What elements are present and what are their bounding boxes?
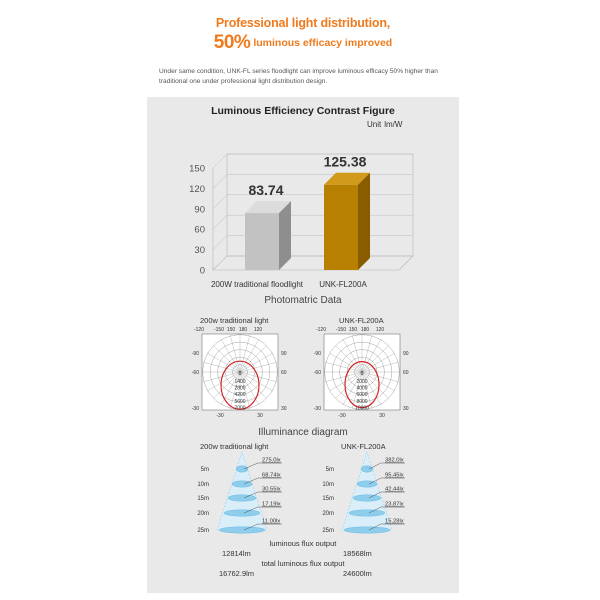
photometric-title: Photomatric Data bbox=[264, 295, 342, 306]
top-tick-label: -120 bbox=[315, 327, 327, 333]
distance-label: 10m bbox=[322, 482, 334, 488]
unit-prefix: Unit bbox=[367, 120, 382, 129]
illuminance-cone-right bbox=[145, 0, 461, 600]
distance-label: 5m bbox=[200, 467, 209, 473]
top-tick-label: 120 bbox=[375, 327, 385, 333]
bottom-tick-label: -30 bbox=[216, 413, 224, 419]
bottom-tick-label: 30 bbox=[379, 413, 385, 419]
illuminance-disc bbox=[357, 481, 377, 487]
center-label: 0 bbox=[360, 371, 364, 377]
photometric-right-label: UNK-FL200A bbox=[339, 316, 384, 325]
lux-value-label: 382.0lx bbox=[385, 457, 404, 464]
distance-label: 20m bbox=[322, 511, 334, 517]
y-tick-label: 120 bbox=[189, 183, 205, 195]
unit-value: lm/W bbox=[384, 120, 403, 129]
headline-line1: Professional light distribution, bbox=[215, 16, 391, 30]
y-tick-label: 0 bbox=[199, 265, 205, 277]
left-tick-label: -90 bbox=[191, 351, 199, 357]
headline-line2-text: luminous efficacy improved bbox=[253, 37, 393, 49]
flux-output-left: 12814lm bbox=[222, 549, 251, 558]
lux-value-label: 42.44lx bbox=[385, 486, 404, 493]
left-tick-label: -30 bbox=[191, 406, 199, 412]
top-tick-label: 120 bbox=[253, 327, 263, 333]
right-tick-label: 60 bbox=[281, 370, 287, 376]
ring-label: 7000 bbox=[234, 405, 246, 412]
intro-text: Under same condition, UNK-FL series floodlight can improve luminous efficacy 50% higher than traditional one under professional light distribution design. bbox=[159, 68, 438, 85]
right-tick-label: 90 bbox=[281, 351, 287, 357]
distance-label: 20m bbox=[197, 511, 209, 517]
lux-value-label: 30.55lx bbox=[262, 486, 281, 493]
ring-label: 1400 bbox=[234, 379, 246, 385]
right-tick-label: 60 bbox=[403, 370, 409, 376]
illuminance-title: Illuminance diagram bbox=[258, 427, 348, 438]
y-tick-label: 90 bbox=[194, 204, 205, 216]
left-tick-label: -90 bbox=[313, 351, 321, 357]
illuminance-right-label: UNK-FL200A bbox=[341, 442, 386, 451]
y-tick-label: 60 bbox=[194, 224, 205, 236]
top-tick-label: -150 bbox=[335, 327, 347, 333]
lux-value-label: 95.45lx bbox=[385, 472, 404, 479]
illuminance-disc bbox=[349, 510, 385, 516]
lux-value-label: 23.87lx bbox=[385, 501, 404, 508]
illuminance-disc bbox=[361, 466, 373, 472]
bar-value-label: 125.38 bbox=[323, 153, 367, 170]
distance-label: 5m bbox=[325, 467, 334, 473]
distance-label: 10m bbox=[197, 482, 209, 488]
ring-label: 4200 bbox=[234, 392, 246, 399]
illuminance-disc bbox=[344, 527, 390, 533]
right-tick-label: 30 bbox=[281, 406, 287, 412]
total-flux-left: 16762.9lm bbox=[219, 569, 255, 578]
bottom-tick-label: 30 bbox=[257, 413, 263, 419]
chart-title: Luminous Efficiency Contrast Figure bbox=[211, 105, 395, 117]
illuminance-disc bbox=[353, 495, 381, 501]
category-label: UNK-FL200A bbox=[319, 280, 367, 289]
ring-label: 10000 bbox=[355, 405, 369, 412]
ring-label: 2000 bbox=[356, 379, 368, 385]
total-flux-right: 24600lm bbox=[343, 569, 372, 578]
bar-value-label: 83.74 bbox=[248, 182, 284, 199]
top-tick-label: -120 bbox=[193, 327, 205, 333]
distance-label: 15m bbox=[197, 496, 209, 502]
distance-label: 25m bbox=[197, 528, 209, 534]
lux-value-label: 11.00lx bbox=[262, 518, 281, 525]
center-label: 0 bbox=[238, 371, 242, 377]
flux-output-title: luminous flux output bbox=[269, 539, 337, 548]
flux-output-right: 18568lm bbox=[343, 549, 372, 558]
category-label: 200W traditional floodlight bbox=[210, 280, 304, 289]
ring-label: 8000 bbox=[356, 398, 368, 405]
illuminance-left-label: 200w traditional light bbox=[200, 442, 269, 451]
top-tick-label: -150 bbox=[213, 327, 225, 333]
ring-label: 6000 bbox=[356, 392, 368, 399]
y-tick-label: 30 bbox=[194, 245, 205, 257]
ring-label: 2800 bbox=[234, 385, 246, 392]
product-page bbox=[145, 0, 461, 600]
left-tick-label: -60 bbox=[191, 370, 199, 376]
lux-leader-line bbox=[369, 463, 405, 469]
ring-label: 4000 bbox=[356, 385, 368, 392]
photometric-left-label: 200w traditional light bbox=[200, 316, 269, 325]
right-tick-label: 30 bbox=[403, 406, 409, 412]
top-tick-label: 180 bbox=[238, 327, 248, 333]
bottom-tick-label: -30 bbox=[338, 413, 346, 419]
right-tick-label: 90 bbox=[403, 351, 409, 357]
distance-label: 15m bbox=[322, 496, 334, 502]
y-tick-label: 150 bbox=[189, 163, 205, 175]
lux-value-label: 275.0lx bbox=[262, 457, 281, 464]
lux-value-label: 17.19lx bbox=[262, 501, 281, 508]
total-flux-title: total luminous flux output bbox=[261, 559, 345, 568]
lux-value-label: 68.74lx bbox=[262, 472, 281, 479]
top-tick-label: 180 bbox=[360, 327, 370, 333]
headline-percent: 50% bbox=[213, 32, 251, 53]
lux-value-label: 15.28lx bbox=[385, 518, 404, 525]
left-tick-label: -60 bbox=[313, 370, 321, 376]
ring-label: 5600 bbox=[234, 398, 246, 405]
distance-label: 25m bbox=[322, 528, 334, 534]
top-tick-label: 150 bbox=[348, 327, 358, 333]
left-tick-label: -30 bbox=[313, 406, 321, 412]
top-tick-label: 150 bbox=[226, 327, 236, 333]
